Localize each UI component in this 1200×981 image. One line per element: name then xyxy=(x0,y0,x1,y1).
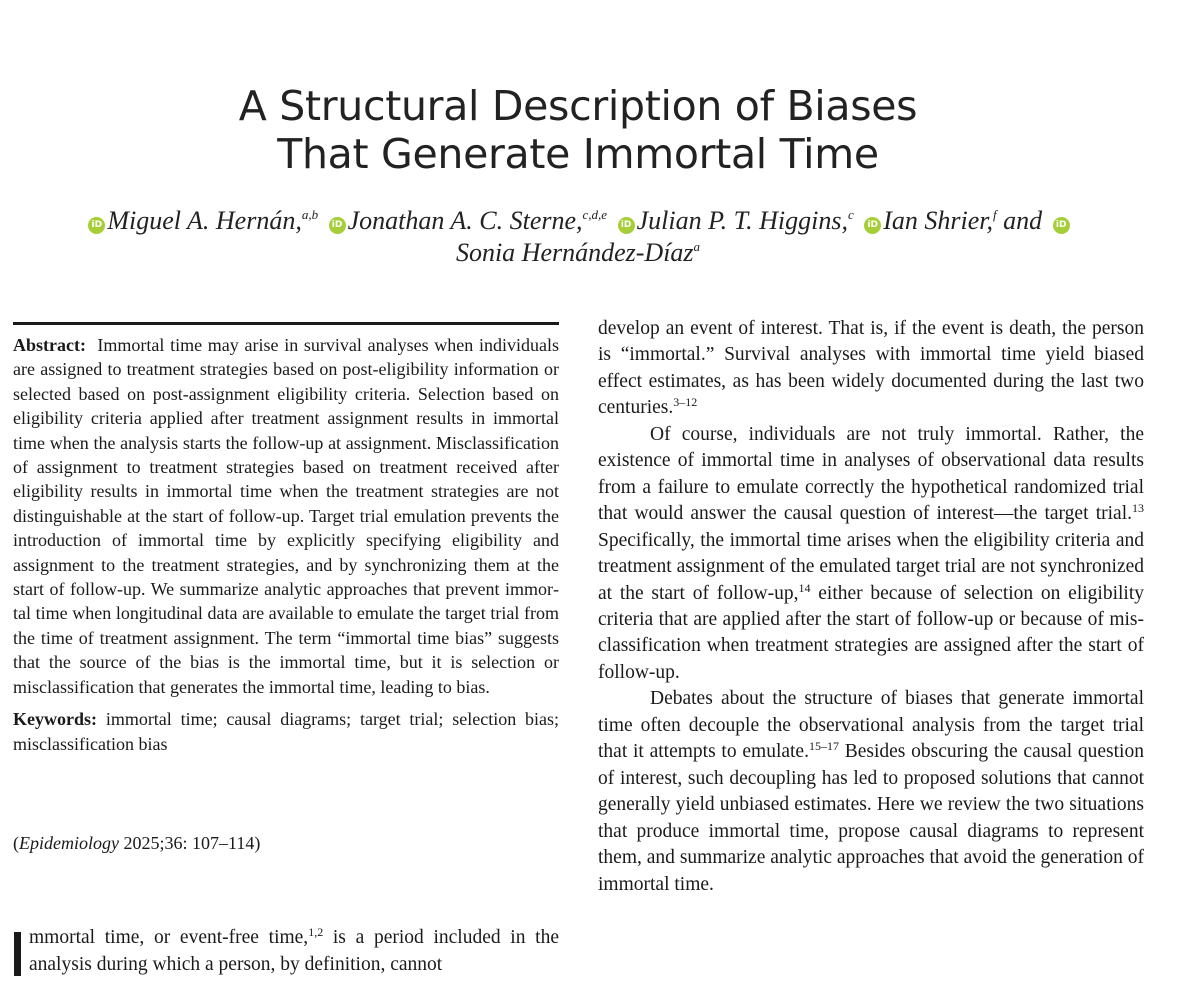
author-affiliation: c,d,e xyxy=(582,207,608,222)
orcid-icon[interactable]: iD xyxy=(88,217,105,234)
journal-name: Epidemiology xyxy=(19,833,119,853)
author-line-2 xyxy=(0,237,1156,269)
title-line-2: That Generate Immortal Time xyxy=(277,130,879,178)
keywords-text: immortal time; causal diagrams; target trial; selection bias; misclassification bias xyxy=(13,709,560,754)
author-affiliation: f xyxy=(993,207,997,222)
author-affiliation: a,b xyxy=(301,207,319,222)
journal-citation: (Epidemiology 2025;36: 107–114) xyxy=(13,833,261,853)
author-name: Jonathan A. C. Sterne, xyxy=(347,206,583,235)
keywords-label: Keywords: xyxy=(13,709,97,730)
author-name: Sonia Hernández-Díaz xyxy=(455,238,694,267)
body-paragraph-2: Of course, individuals are not truly immortal. Rather, the existence of immortal time in analyses of observational data results from a failure to emulate correctly the hypothetical randomized trial that would answer the causal question of interest—the target trial.$^{13}$ Specifically, the immortal time arises when the eligibility criteria and treatment assignment of the emulated target trial are not synchronized at the start of follow-up,$^{14}$ either because of selection on eligibility criteria that are applied after the start of follow-up or because of misclassification when treatment strategies are assigned after the start of follow-up. xyxy=(598,423,1144,683)
author-affiliation: c xyxy=(847,207,854,222)
reference-superscript[interactable]: 1,2 xyxy=(308,925,324,939)
abstract-text: Immortal time may arise in survival analyses when individuals are assigned to treatment strategies based on post-eligibility information or selected based on post-assignment eligibility criteria. Selection based on eligibility criteria applied after treatment assignment results in immortal time when the analysis starts the follow-up at assignment. Misclassification of assignment to treatment strategies based on treatment received after eligibility results in immortal time when the treatment strategies are not distinguishable at the start of follow-up. Target trial emulation prevents the introduction of immortal time by explicitly specifying eligibility and assignment to the treatment strategies, and by synchronizing them at the start of follow-up. We summarize analytic approaches that prevent immortal time when longitudinal data are available to emulate the target trial from the time of treatment assignment. The term “immortal time bias” suggests that the source of the bias is the immortal time, but it is selection or misclassification that generates the immortal time, leading to bias. xyxy=(13,335,559,697)
reference-superscript[interactable]: 3–12 xyxy=(673,395,698,410)
abstract-label: Abstract: xyxy=(13,335,86,355)
reference-superscript[interactable]: 14 xyxy=(798,580,811,595)
author-name: Miguel A. Hernán, xyxy=(107,206,302,235)
orcid-icon[interactable]: iD xyxy=(618,217,635,234)
abstract-rule xyxy=(13,322,559,325)
author-name: Ian Shrier, xyxy=(883,206,994,235)
body-paragraph-1: develop an event of interest. That is, if the event is death, the person is “immortal.” Survival analyses with immortal time yield biased effect estimates, as has been widely documented during the last two centuries.$^{3-12}$ xyxy=(598,318,1144,419)
orcid-icon[interactable]: iD xyxy=(1053,217,1070,234)
article-title xyxy=(0,82,1156,178)
author-affiliation: a xyxy=(693,239,701,254)
left-column xyxy=(13,322,559,756)
right-column xyxy=(598,316,1144,898)
author-line-1 xyxy=(0,205,1156,237)
intro-paragraph: mmortal time, or event-free time,$^{1,2}$ is a period included in the analysis during which a person, by definition, cannot xyxy=(13,925,559,978)
reference-superscript[interactable]: 13 xyxy=(1132,501,1144,516)
author-list xyxy=(0,205,1156,269)
abstract xyxy=(13,333,559,699)
orcid-icon[interactable]: iD xyxy=(329,217,346,234)
author-name: Julian P. T. Higgins, xyxy=(636,206,848,235)
drop-cap-i xyxy=(14,932,21,976)
orcid-icon[interactable]: iD xyxy=(864,217,881,234)
title-line-1: A Structural Description of Biases xyxy=(238,82,918,130)
and-word: and xyxy=(996,206,1043,235)
keywords xyxy=(13,707,559,756)
citation-details: 2025;36: 107–114) xyxy=(123,833,261,853)
reference-superscript[interactable]: 15–17 xyxy=(808,739,839,754)
body-paragraph-3: Debates about the structure of biases that generate immortal time often decouple the observational analysis from the target trial that it attempts to emulate.$^{15-17}$ Besides obscuring the causal question of interest, such decoupling has led to proposed solutions that cannot generally yield unbiased estimates. Here we review the two situations that produce immortal time, propose causal diagrams to represent them, and summarize analytic approaches that avoid the generation of immortal time. xyxy=(598,688,1144,895)
